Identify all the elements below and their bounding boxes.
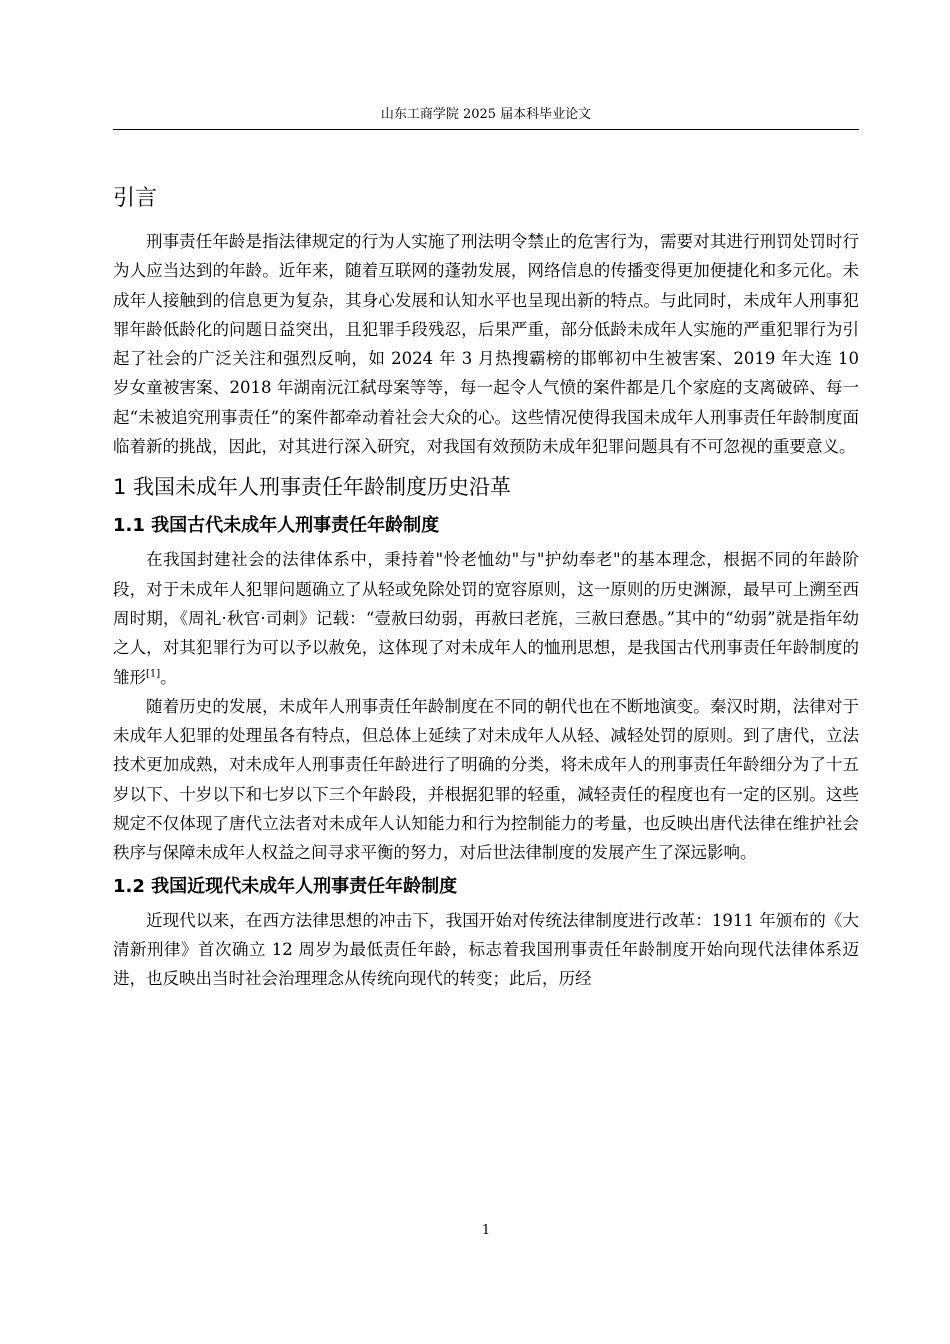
page-number: 1 (481, 1223, 491, 1238)
intro-heading: 引言 (113, 186, 158, 211)
page-body (113, 179, 859, 994)
section-1-2-heading: 1.2 我国近现代未成年人刑事责任年龄制度 (113, 875, 458, 897)
header-rule (113, 129, 859, 130)
section-1-1-paragraph-1 (113, 545, 859, 691)
section-1-2-paragraph-1: 近现代以来，在西方法律思想的冲击下，我国开始对传统法律制度进行改革：1911 年颁布的《大清新刑律》首次确立 12 周岁为最低责任年龄，标志着我国刑事责任年龄制度开始向现代法律体系迈进，也反映出当时社会治理理念从传统向现代的转变；此后，历经 (113, 910, 859, 989)
section-1-1-paragraph-2: 随着历史的发展，未成年人刑事责任年龄制度在不同的朝代也在不断地演变。秦汉时期，法律对于未成年人犯罪的处理虽各有特点，但总体上延续了对未成年人从轻、减轻处罚的原则。到了唐代，立法技术更加成熟，对未成年人刑事责任年龄进行了明确的分类，将未成年人的刑事责任年龄细分为了十五岁以下、十岁以下和七岁以下三个年龄段，并根据犯罪的轻重，减轻责任的程度也有一定的区别。这些规定不仅体现了唐代立法者对未成年人认知能力和行为控制能力的考量，也反映出唐代法律在维护社会秩序与保障未成年人权益之间寻求平衡的努力，对后世法律制度的发展产生了深远影响。 (113, 696, 859, 863)
running-header: 山东工商学院 2025 届本科毕业论文 (380, 107, 592, 122)
section-1-1-heading: 1.1 我国古代未成年人刑事责任年龄制度 (113, 515, 440, 537)
paragraph-text: 在我国封建社会的法律体系中，秉持着"怜老恤幼"与"护幼奉老"的基本理念，根据不同的年龄阶段，对于未成年人犯罪问题确立了从轻或免除处罚的宽容原则，这一原则的历史渊源，最早可上溯至西周时期，《周礼·秋官·司刺》记载：“壹赦曰幼弱，再赦曰老旄，三赦曰惷愚。”其中的“幼弱”就是指年幼之人，对其犯罪行为可以予以赦免，这体现了对未成年人的恤刑思想，是我国古代刑事责任年龄制度的雏形 (113, 550, 859, 687)
paragraph-end: 。 (160, 667, 177, 687)
section-1-heading: 1 我国未成年人刑事责任年龄制度历史沿革 (113, 475, 512, 500)
intro-paragraph: 刑事责任年龄是指法律规定的行为人实施了刑法明令禁止的危害行为，需要对其进行刑罚处罚时行为人应当达到的年龄。近年来，随着互联网的蓬勃发展，网络信息的传播变得更加便捷化和多元化。未成年人接触到的信息更为复杂，其身心发展和认知水平也呈现出新的特点。与此同时，未成年人刑事犯罪年龄低龄化的问题日益突出，且犯罪手段残忍，后果严重，部分低龄未成年人实施的严重犯罪行为引起了社会的广泛关注和强烈反响，如 2024 年 3 月热搜霸榜的邯郸初中生被害案、2019 年大连 10 岁女童被害案、2018 年湖南沅江弑母案等等，每一起令人气愤的案件都是几个家庭的支离破碎、每一起“未被追究刑事责任”的案件都牵动着社会大众的心。这些情况使得我国未成年人刑事责任年龄制度面临着新的挑战，因此，对其进行深入研究，对我国有效预防未成年犯罪问题具有不可忽视的重要意义。 (113, 232, 859, 457)
citation-ref[interactable]: [1] (146, 668, 161, 680)
